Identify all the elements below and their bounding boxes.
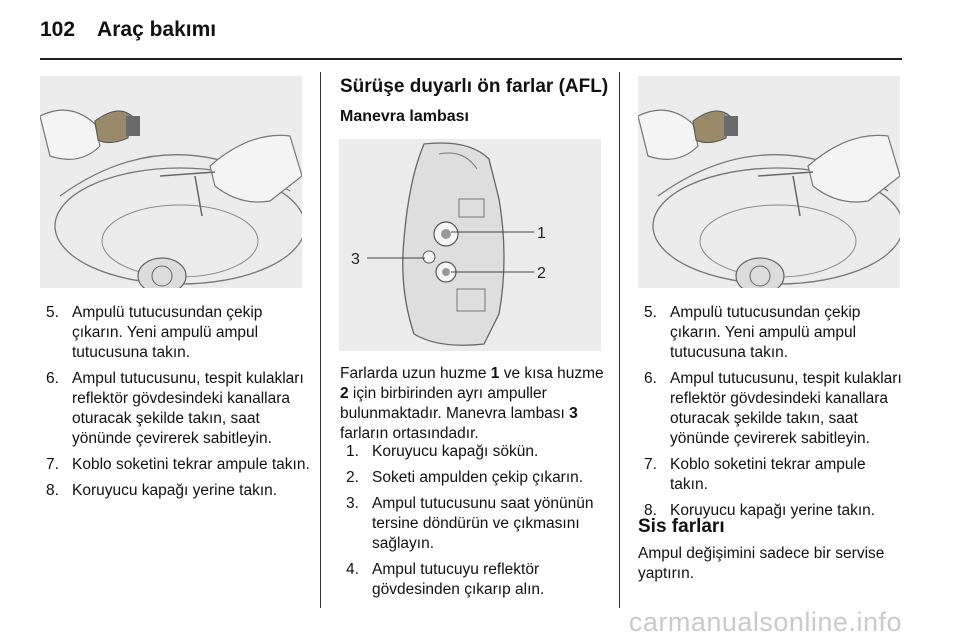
bulb-holder-drawing-right (638, 76, 900, 288)
afl-description: Farlarda uzun huzme 1 ve kısa huzme 2 için birbirinden ayrı ampuller bulunmaktadır. Manevra lambası 3 farların ortasındadır. (340, 365, 604, 442)
page-header (40, 18, 216, 42)
subheading-cornering-lamp: Manevra lambası (340, 108, 469, 125)
list-item: 8. Koruyucu kapağı yerine takın. (644, 502, 876, 519)
list-item: 3. Ampul tutucusunu saat yönünün tersine döndürün ve çıkmasını sağlayın. (346, 495, 594, 552)
list-item: 6. Ampul tutucusunu, tespit kulakları reflektör gövdesindeki kanallara oturacak şekilde takın, saat yönünde çevirerek sabitleyin. (644, 370, 902, 447)
column-divider-left (320, 72, 321, 608)
figure-label-1: 1 (537, 225, 546, 242)
column-divider-right (619, 72, 620, 608)
fog-lights-note: Ampul değişimini sadece bir servise yaptırın. (638, 545, 885, 582)
list-item: 7. Koblo soketini tekrar ampule takın. (644, 456, 866, 493)
bulb-holder-illustration-right (638, 76, 900, 288)
header-rule (40, 58, 902, 60)
list-item: 5. Ampulü tutucusundan çekip çıkarın. Yeni ampulü ampul tutucusuna takın. (46, 304, 263, 361)
section-heading-fog-lights: Sis farları (638, 516, 725, 537)
figure-label-3: 3 (351, 251, 360, 268)
watermark-text: carmanualsonline.info (628, 607, 902, 637)
bulb-holder-drawing (40, 76, 302, 288)
figure-label-2: 2 (537, 265, 546, 282)
list-item: 4. Ampul tutucuyu reflektör gövdesinden çıkarıp alın. (346, 561, 545, 598)
list-item: 1. Koruyucu kapağı sökün. (346, 443, 539, 460)
page-number: 102 (40, 18, 76, 41)
list-item: 8. Koruyucu kapağı yerine takın. (46, 482, 278, 499)
middle-steps-list (346, 442, 608, 606)
bulb-holder-illustration (40, 76, 302, 288)
list-item: 5. Ampulü tutucusundan çekip çıkarın. Yeni ampulü ampul tutucusuna takın. (644, 304, 861, 361)
list-item: 7. Koblo soketini tekrar ampule takın. (46, 456, 310, 473)
right-steps-list (644, 303, 906, 527)
page-title: Araç bakımı (97, 18, 217, 41)
headlamp-illustration (339, 139, 601, 351)
section-heading-afl: Sürüşe duyarlı ön farlar (AFL) (340, 76, 609, 97)
list-item: 6. Ampul tutucusunu, tespit kulakları reflektör gövdesindeki kanallara oturacak şekilde takın, saat yönünde çevirerek sabitleyin. (46, 370, 304, 447)
headlamp-drawing (339, 139, 601, 351)
list-item: 2. Soketi ampulden çekip çıkarın. (346, 469, 584, 486)
left-steps-list (46, 303, 310, 507)
